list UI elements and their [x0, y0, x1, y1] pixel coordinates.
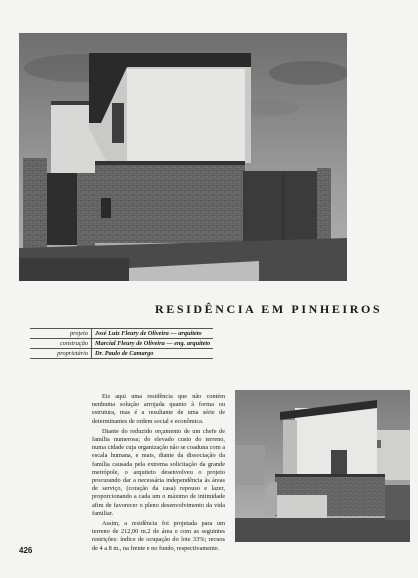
body-paragraph: Assim, a residência foi projetada para um terreno de 212,00 m.2 de área e com as seguintes restrições: índice de ocupação do lote 33%; recuos de 4 a 8 m., na frente e no fundo, respectivamente. — [92, 520, 225, 552]
credit-value: Marcial Fleury de Oliveira — eng. arquiteto — [95, 340, 211, 347]
credit-value: José Luiz Fleury de Oliveira — arquiteto — [95, 330, 202, 337]
house-side-photo — [235, 390, 410, 542]
credit-role: construção — [30, 339, 92, 349]
credit-row — [30, 339, 213, 349]
credit-role: proprietário — [30, 349, 92, 359]
body-paragraph: Eis aqui uma residência que não contém nenhuma solução arrojada quanto à forma ou estrutura, mas é a resultante de uma série de determinantes de ordem social e econômica. — [92, 393, 225, 425]
credit-value: Dr. Paulo de Camargo — [95, 350, 154, 357]
credit-role: projeto — [30, 329, 92, 339]
credits-table — [30, 328, 213, 359]
house-side-illustration — [235, 390, 410, 542]
house-exterior-illustration — [19, 33, 347, 281]
house-exterior-photo — [19, 33, 347, 281]
page-number: 426 — [19, 546, 33, 555]
article-body — [92, 393, 225, 555]
body-paragraph: Diante do reduzido orçamento de um chefe de família numerosa; do elevado custo do terreno, numa cidade cuja organização não se coaduna com a escala humana, e mais, diante da dissociação da família causada pela extrema solicitação da grande metrópole, o arquiteto desenvolveu o projeto procurando dar a necessária independência às áreas de serviço, (coração da casa) repouso e lazer, proporcionando a cada um o máximo de intimidade afim de favorecer o pleno desenvolvimento da vida familiar. — [92, 427, 225, 517]
article-title: RESIDÊNCIA EM PINHEIROS — [155, 302, 383, 316]
credit-row — [30, 349, 213, 359]
credit-row — [30, 329, 213, 339]
